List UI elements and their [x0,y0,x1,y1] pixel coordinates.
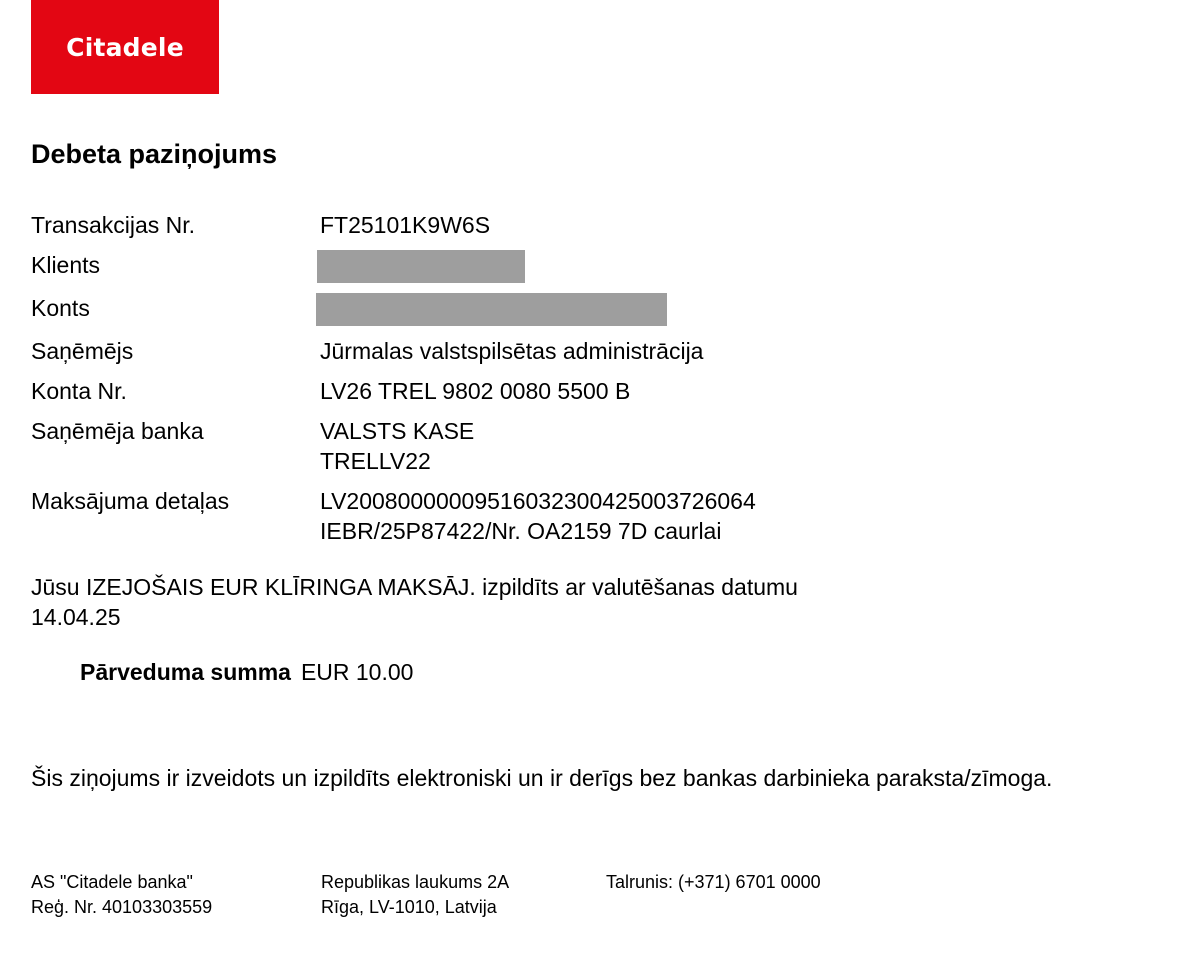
transaction-label: Transakcijas Nr. [31,212,196,238]
amount-label: Pārveduma summa [80,659,291,685]
account-label: Konts [31,295,90,321]
execution-status-line-1: Jūsu IZEJOŠAIS EUR KLĪRINGA MAKSĀJ. izpildīts ar valutēšanas datumu [31,574,798,600]
payment-details-line-1: LV20080000009516032300425003726064 [320,488,756,514]
footer-company [31,870,212,920]
footer-address-street: Republikas laukums 2A [321,872,510,892]
detail-row-transaction [31,210,880,240]
client-redacted-block [317,250,525,283]
transaction-value: FT25101K9W6S [320,212,491,238]
footer-address-city: Rīga, LV-1010, Latvija [321,897,497,917]
recipient-bank-label: Saņēmēja banka [31,418,204,444]
footer-company-name: AS "Citadele banka" [31,872,193,892]
transaction-details [31,210,880,556]
detail-row-client [31,250,880,283]
electronic-validity-note: Šis ziņojums ir izveidots un izpildīts elektroniski un ir derīgs bez bankas darbinieka paraksta/zīmoga. [31,765,1053,791]
detail-row-account [31,293,880,326]
client-label: Klients [31,252,101,278]
detail-row-account-no [31,376,880,406]
amount-value: EUR 10.00 [300,659,414,685]
account-redacted-block [316,293,667,326]
recipient-bank-name: VALSTS KASE [320,418,475,444]
detail-row-payment-details [31,486,880,546]
citadele-logo [31,0,219,94]
recipient-label: Saņēmējs [31,338,134,364]
payment-details-line-2: IEBR/25P87422/Nr. OA2159 7D caurlai [320,518,722,544]
recipient-bank-bic: TRELLV22 [320,448,431,474]
account-no-value: LV26 TREL 9802 0080 5500 B [320,378,631,404]
recipient-value: Jūrmalas valstspilsētas administrācija [320,338,704,364]
payment-details-label: Maksājuma detaļas [31,488,230,514]
document-title: Debeta paziņojums [31,139,278,169]
logo-text: Citadele [66,32,184,62]
footer-contact [606,870,821,895]
execution-status-date: 14.04.25 [31,604,121,630]
transfer-amount [80,657,413,687]
detail-row-recipient [31,336,880,366]
account-no-label: Konta Nr. [31,378,127,404]
detail-row-recipient-bank [31,416,880,476]
execution-status [31,572,931,632]
footer-registration-number: Reģ. Nr. 40103303559 [31,897,213,917]
footer-phone: Talrunis: (+371) 6701 0000 [606,872,821,892]
footer-address [321,870,509,920]
